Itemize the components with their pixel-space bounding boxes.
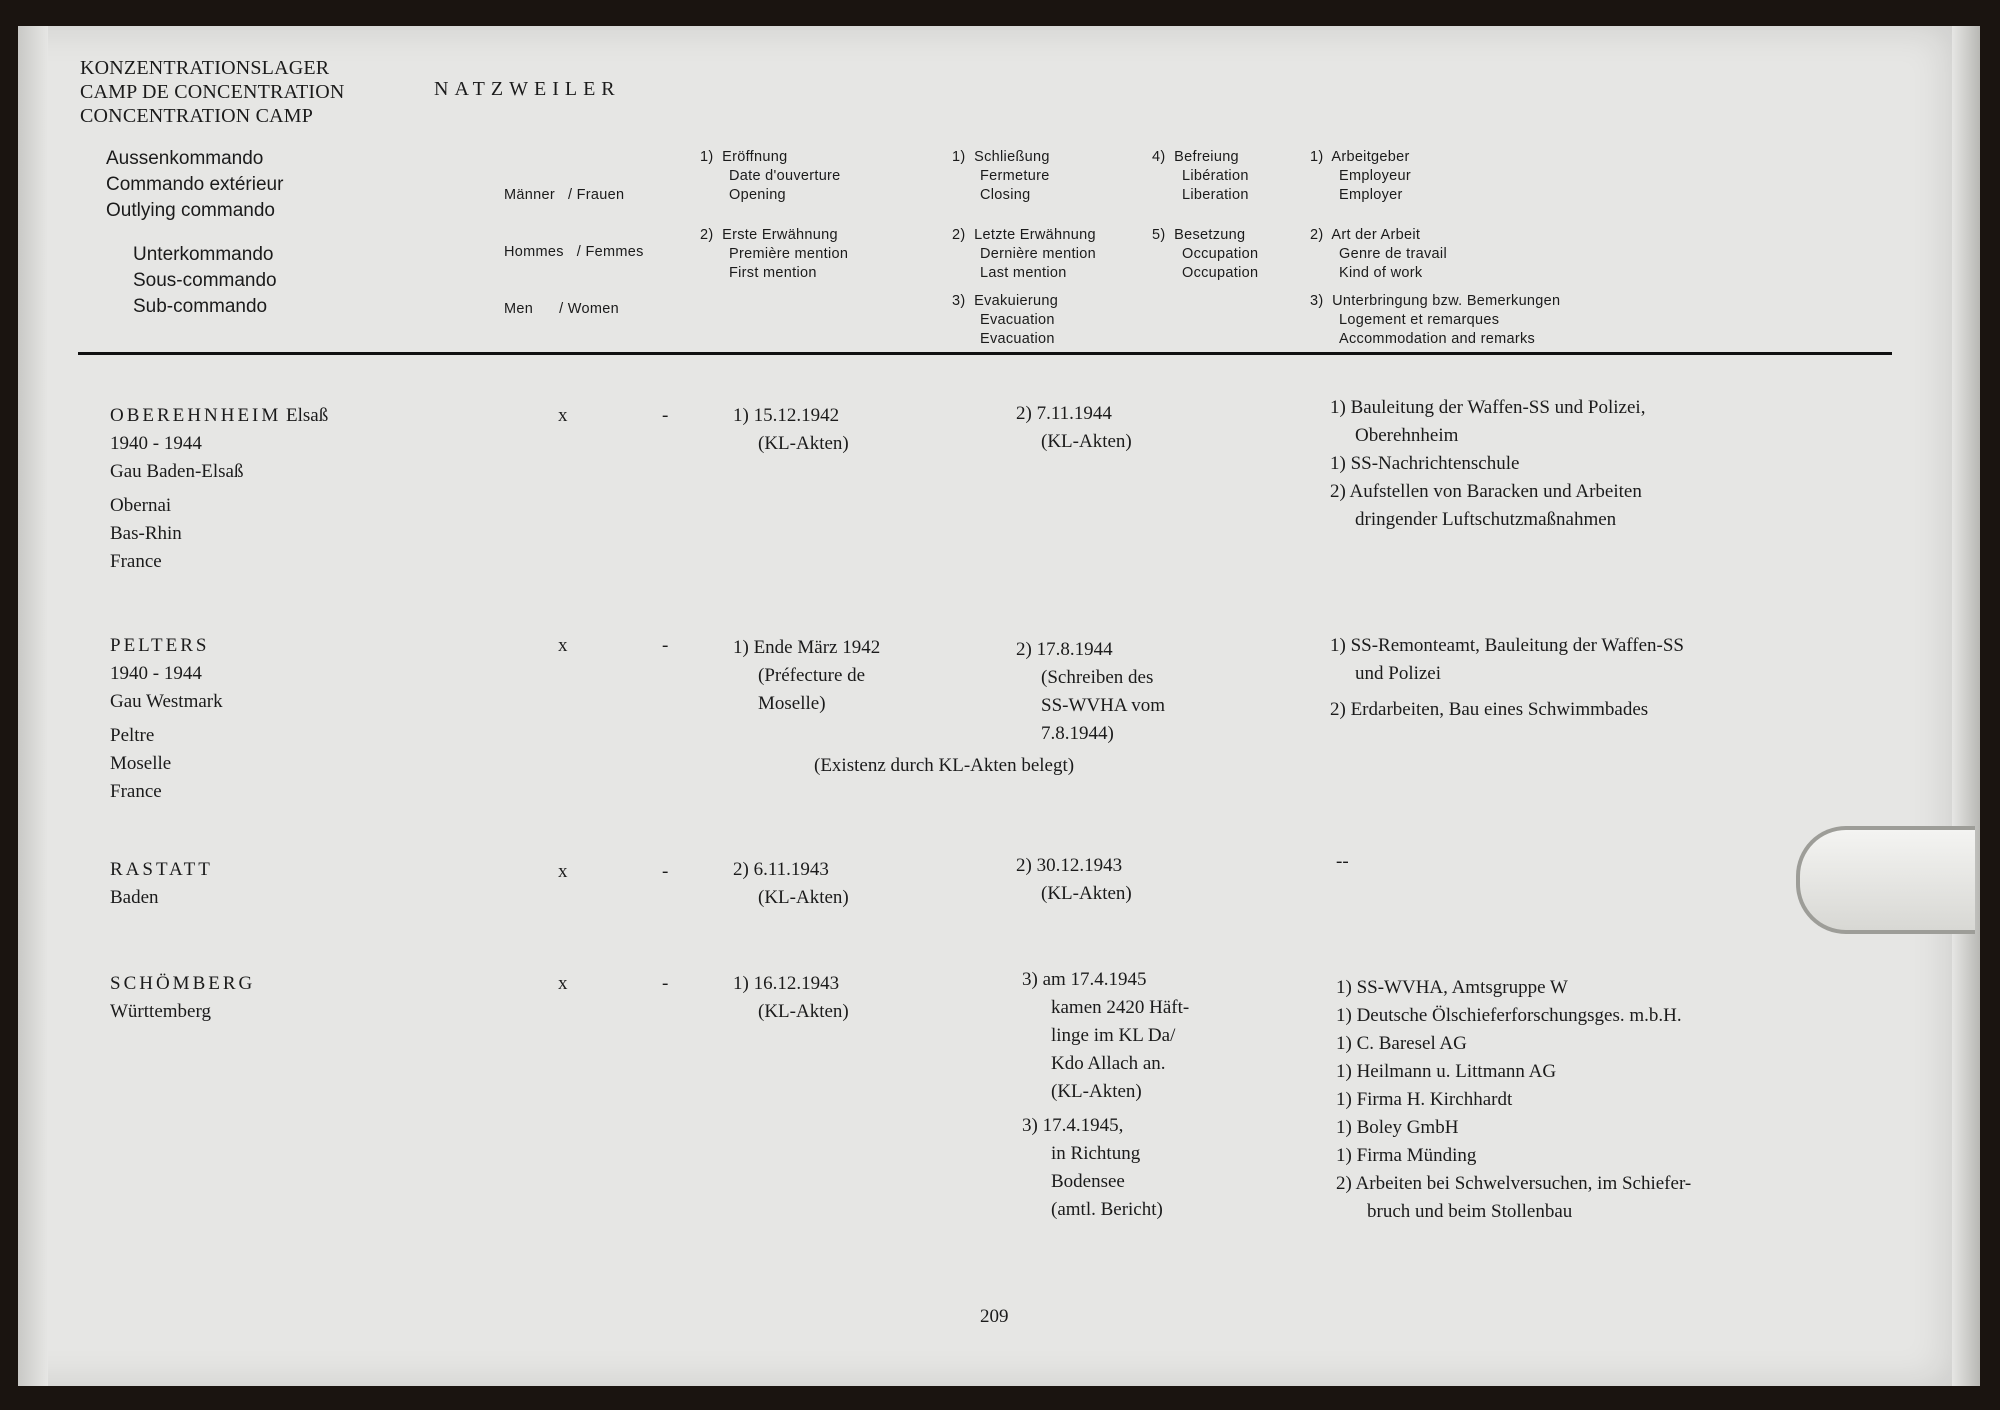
entry-women-mark: - — [662, 405, 669, 426]
col-work-l1: 2) Art der Arbeit — [1310, 227, 1421, 243]
col-work-l2: Genre de travail — [1339, 246, 1447, 262]
evacuation-2-source: (amtl. Bericht) — [1051, 1199, 1163, 1220]
entry-men-mark: x — [558, 405, 568, 426]
camp-name: NATZWEILER — [434, 78, 621, 100]
closing-source: (KL-Akten) — [1041, 431, 1132, 452]
outlying-line-1: Aussenkommando — [106, 148, 264, 169]
title-line-2: CAMP DE CONCENTRATION — [80, 81, 345, 103]
col-occupation-l1: 5) Besetzung — [1152, 227, 1246, 243]
entry-location-3: France — [110, 781, 162, 802]
entry-region: Württemberg — [110, 1001, 211, 1022]
entry-women-mark: - — [662, 973, 669, 994]
evacuation-1-source: (KL-Akten) — [1051, 1081, 1142, 1102]
employer-line-1: 1) SS-WVHA, Amtsgruppe W — [1336, 977, 1568, 998]
entry-years: 1940 - 1944 — [110, 663, 202, 684]
employer-line-5: dringender Luftschutzmaßnahmen — [1355, 509, 1617, 530]
employer-line-2: 1) Deutsche Ölschieferforschungsges. m.b.H. — [1336, 1005, 1682, 1026]
entry-closing — [1016, 852, 1132, 908]
entry-employer — [1336, 974, 1691, 1226]
entry-oberehnheim-place — [110, 402, 328, 576]
col-evacuation-l1: 3) Evakuierung — [952, 293, 1059, 309]
entry-name: PELTERS — [110, 635, 210, 656]
employer-line-4: 1) Heilmann u. Littmann AG — [1336, 1061, 1557, 1082]
col-liberation-l2: Libération — [1182, 168, 1249, 184]
sub-line-3: Sub-commando — [133, 296, 268, 317]
entry-location-1: Peltre — [110, 725, 155, 746]
entry-years: 1940 - 1944 — [110, 433, 202, 454]
col-accommodation-l1: 3) Unterbringung bzw. Bemerkungen — [1310, 293, 1561, 309]
col-first-mention-l1: 2) Erste Erwähnung — [700, 227, 838, 243]
employer-line-5: 1) Firma H. Kirchhardt — [1336, 1089, 1513, 1110]
page-edge — [1952, 26, 1980, 1386]
entry-closing — [1016, 636, 1165, 748]
col-employer-l3: Employer — [1339, 187, 1403, 203]
closing-date: 2) 17.8.1944 — [1016, 639, 1113, 660]
entry-employer — [1330, 632, 1684, 724]
col-accommodation-l3: Accommodation and remarks — [1339, 331, 1536, 347]
closing-source-3: 7.8.1944) — [1041, 723, 1114, 744]
page-gutter — [18, 26, 48, 1386]
employer-line-8: 2) Arbeiten bei Schwelversuchen, im Schiefer- — [1336, 1173, 1692, 1194]
col-closing-l3: Closing — [980, 187, 1031, 203]
closing-source: (KL-Akten) — [1041, 883, 1132, 904]
col-occupation-l2: Occupation — [1182, 246, 1259, 262]
col-last-mention-l2: Dernière mention — [980, 246, 1097, 262]
closing-source-2: SS-WVHA vom — [1041, 695, 1166, 716]
sub-line-1: Unterkommando — [133, 244, 274, 265]
entry-schomberg-place — [110, 970, 255, 1026]
col-last-mention — [952, 226, 1096, 283]
col-employer-l2: Employeur — [1339, 168, 1412, 184]
entry-opening — [733, 856, 849, 912]
entry-men-mark: x — [558, 861, 568, 882]
entry-name: SCHÖMBERG — [110, 973, 256, 994]
employer-line-3: 1) C. Baresel AG — [1336, 1033, 1467, 1054]
entry-name: OBEREHNHEIM — [110, 405, 282, 426]
closing-date: 2) 7.11.1944 — [1016, 403, 1112, 424]
entry-men-mark: x — [558, 635, 568, 656]
col-accommodation — [1310, 292, 1560, 349]
entry-gau: Gau Westmark — [110, 691, 223, 712]
employer-line-4: 2) Aufstellen von Baracken und Arbeiten — [1330, 481, 1642, 502]
entry-men-mark: x — [558, 973, 568, 994]
col-gender — [504, 148, 644, 357]
entry-pelters-place — [110, 632, 223, 806]
existence-note: (Existenz durch KL-Akten belegt) — [814, 755, 1075, 776]
evacuation-1: 3) am 17.4.1945 — [1022, 969, 1147, 990]
employer-line-3: 1) SS-Nachrichtenschule — [1330, 453, 1520, 474]
col-last-mention-l3: Last mention — [980, 265, 1067, 281]
entry-location-1: Obernai — [110, 495, 172, 516]
header-title — [80, 56, 345, 128]
entry-location-2: Bas-Rhin — [110, 523, 182, 544]
employer-line-2: und Polizei — [1355, 663, 1442, 684]
employer-line-1: 1) Bauleitung der Waffen-SS und Polizei, — [1330, 397, 1646, 418]
title-line-3: CONCENTRATION CAMP — [80, 105, 314, 127]
closing-date: 2) 30.12.1943 — [1016, 855, 1123, 876]
col-liberation — [1152, 148, 1249, 205]
opening-date: 2) 6.11.1943 — [733, 859, 829, 880]
col-evacuation-l3: Evacuation — [980, 331, 1055, 347]
entry-opening — [733, 970, 849, 1026]
col-first-mention-l2: Première mention — [729, 246, 849, 262]
entry-name: RASTATT — [110, 859, 213, 880]
col-work-l3: Kind of work — [1339, 265, 1423, 281]
col-opening-l1: 1) Eröffnung — [700, 149, 788, 165]
evacuation-1-line-3: linge im KL Da/ — [1051, 1025, 1176, 1046]
evacuation-2-line-2: in Richtung — [1051, 1143, 1141, 1164]
entry-gau: Gau Baden-Elsaß — [110, 461, 244, 482]
employer-line-7: 1) Firma Münding — [1336, 1145, 1477, 1166]
entry-opening — [733, 402, 849, 458]
employer-line-1: 1) SS-Remonteamt, Bauleitung der Waffen-SS — [1330, 635, 1684, 656]
opening-date: 1) 15.12.1942 — [733, 405, 840, 426]
opening-source-1: (Préfecture de — [758, 665, 866, 686]
col-evacuation-l2: Evacuation — [980, 312, 1055, 328]
evacuation-2: 3) 17.4.1945, — [1022, 1115, 1124, 1136]
entry-location-2: Moselle — [110, 753, 172, 774]
page-number: 209 — [980, 1306, 1009, 1327]
evacuation-2-line-3: Bodensee — [1051, 1171, 1125, 1192]
col-closing — [952, 148, 1050, 205]
page-clip — [1796, 826, 1975, 934]
sub-commando-label — [133, 242, 277, 320]
closing-source-1: (Schreiben des — [1041, 667, 1154, 688]
sub-line-2: Sous-commando — [133, 270, 277, 291]
entry-women-mark: - — [662, 861, 669, 882]
col-work — [1310, 226, 1447, 283]
col-liberation-l1: 4) Befreiung — [1152, 149, 1239, 165]
col-evacuation — [952, 292, 1058, 349]
entry-employer — [1330, 394, 1645, 534]
col-occupation-l3: Occupation — [1182, 265, 1259, 281]
book-page — [18, 26, 1980, 1386]
entry-opening — [733, 634, 880, 718]
opening-date: 1) 16.12.1943 — [733, 973, 840, 994]
col-gender-l1: Männer / Frauen — [504, 187, 625, 203]
col-first-mention-l3: First mention — [729, 265, 817, 281]
entry-closing — [1016, 400, 1132, 456]
outlying-line-2: Commando extérieur — [106, 174, 284, 195]
employer-line-2: Oberehnheim — [1355, 425, 1459, 446]
opening-source-2: Moselle) — [758, 693, 826, 714]
employer-line-3: 2) Erdarbeiten, Bau eines Schwimmbades — [1330, 699, 1649, 720]
employer-line-9: bruch und beim Stollenbau — [1367, 1201, 1573, 1222]
col-last-mention-l1: 2) Letzte Erwähnung — [952, 227, 1096, 243]
evacuation-1-line-2: kamen 2420 Häft- — [1051, 997, 1190, 1018]
col-opening — [700, 148, 841, 205]
opening-date: 1) Ende März 1942 — [733, 637, 881, 658]
entry-closing — [1022, 966, 1189, 1224]
outlying-commando-label — [106, 146, 283, 224]
opening-source: (KL-Akten) — [758, 1001, 849, 1022]
entry-region: Baden — [110, 887, 159, 908]
employer-line-6: 1) Boley GmbH — [1336, 1117, 1459, 1138]
col-gender-l3: Men / Women — [504, 301, 619, 317]
title-line-1: KONZENTRATIONSLAGER — [80, 57, 330, 79]
col-closing-l1: 1) Schließung — [952, 149, 1050, 165]
col-liberation-l3: Liberation — [1182, 187, 1249, 203]
col-employer-l1: 1) Arbeitgeber — [1310, 149, 1410, 165]
evacuation-1-line-4: Kdo Allach an. — [1051, 1053, 1166, 1074]
entry-location-3: France — [110, 551, 162, 572]
col-first-mention — [700, 226, 848, 283]
col-accommodation-l2: Logement et remarques — [1339, 312, 1500, 328]
opening-source: (KL-Akten) — [758, 433, 849, 454]
header-divider — [78, 352, 1892, 355]
entry-employer: -- — [1336, 851, 1349, 872]
opening-source: (KL-Akten) — [758, 887, 849, 908]
col-employer — [1310, 148, 1411, 205]
outlying-line-3: Outlying commando — [106, 200, 275, 221]
entry-women-mark: - — [662, 635, 669, 656]
col-gender-l2: Hommes / Femmes — [504, 244, 644, 260]
col-opening-l2: Date d'ouverture — [729, 168, 841, 184]
entry-rastatt-place — [110, 856, 213, 912]
col-closing-l2: Fermeture — [980, 168, 1050, 184]
entry-region: Elsaß — [286, 405, 329, 426]
col-occupation — [1152, 226, 1258, 283]
col-opening-l3: Opening — [729, 187, 786, 203]
